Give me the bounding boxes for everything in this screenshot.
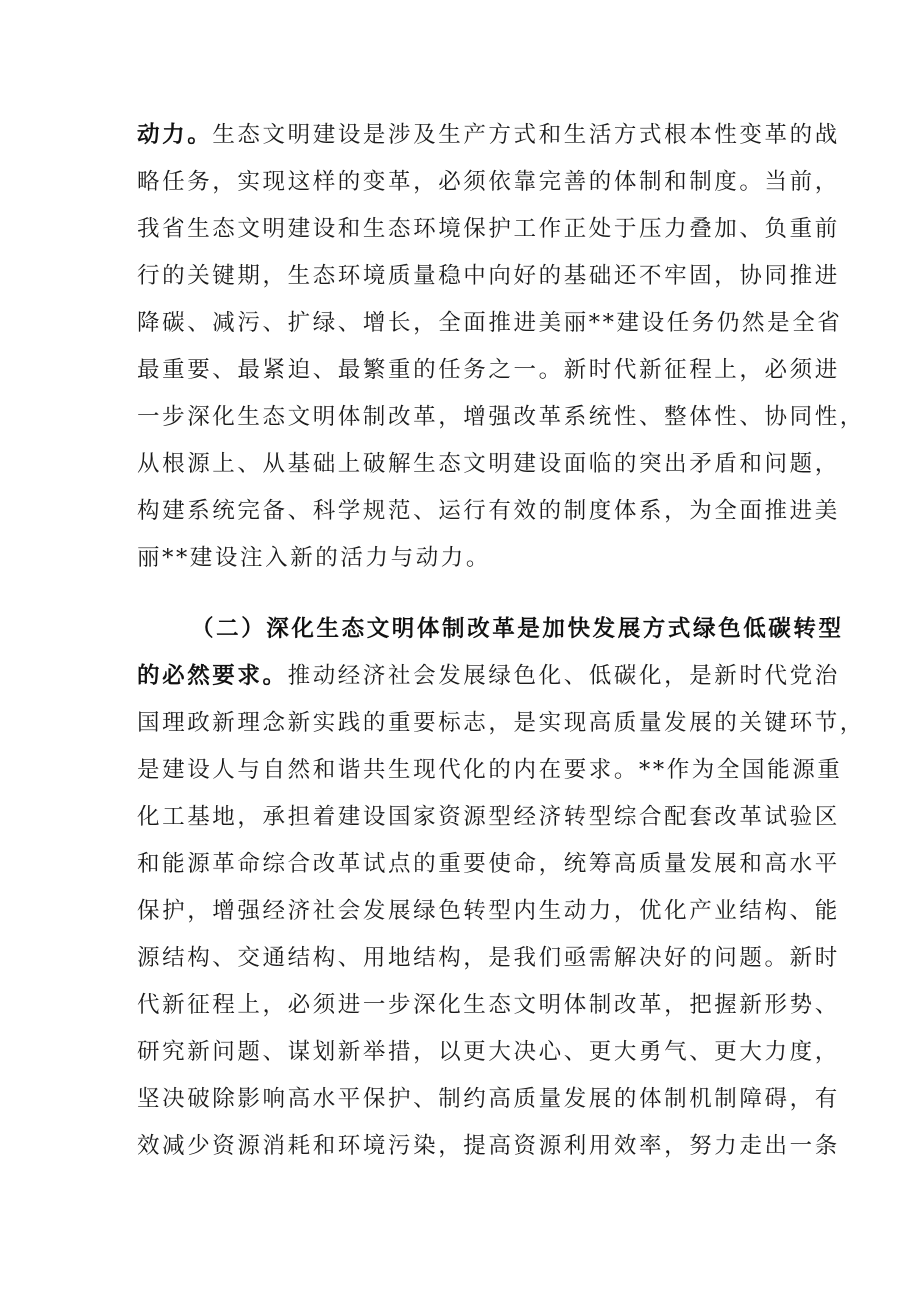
text-line: 国理政新理念新实践的重要标志，是实现高质量发展的关键环节， bbox=[137, 710, 865, 736]
text-line: 保护，增强经济社会发展绿色转型内生动力，优化产业结构、能 bbox=[137, 898, 840, 924]
text-line: 从根源上、从基础上破解生态文明建设面临的突出矛盾和问题， bbox=[137, 451, 840, 477]
text-line: 略任务，实现这样的变革，必须依靠完善的体制和制度。当前， bbox=[137, 169, 840, 195]
text-line: 我省生态文明建设和生态环境保护工作正处于压力叠加、负重前 bbox=[137, 216, 840, 242]
text-line: 动力。生态文明建设是涉及生产方式和生活方式根本性变革的战 bbox=[137, 122, 840, 148]
text-line: 和能源革命综合改革试点的重要使命，统筹高质量发展和高水平 bbox=[137, 851, 840, 877]
text-line: 一步深化生态文明体制改革，增强改革系统性、整体性、协同性， bbox=[137, 404, 865, 430]
section-heading: （二）深化生态文明体制改革是加快发展方式绿色低碳转型 bbox=[191, 616, 844, 642]
text-line: 化工基地，承担着建设国家资源型经济转型综合配套改革试验区 bbox=[137, 804, 840, 830]
text-line: 源结构、交通结构、用地结构，是我们亟需解决好的问题。新时 bbox=[137, 945, 840, 971]
text-line: 降碳、减污、扩绿、增长，全面推进美丽**建设任务仍然是全省 bbox=[137, 310, 843, 336]
text-line: 坚决破除影响高水平保护、制约高质量发展的体制机制障碍，有 bbox=[137, 1086, 840, 1112]
text-line: 最重要、最紧迫、最繁重的任务之一。新时代新征程上，必须进 bbox=[137, 357, 840, 383]
text-line: 效减少资源消耗和环境污染，提高资源利用效率，努力走出一条 bbox=[137, 1133, 840, 1159]
text-line: 的必然要求。推动经济社会发展绿色化、低碳化，是新时代党治 bbox=[137, 663, 840, 689]
text-line: 丽**建设注入新的活力与动力。 bbox=[137, 545, 492, 571]
text-line: 行的关键期，生态环境质量稳中向好的基础还不牢固，协同推进 bbox=[137, 263, 840, 289]
section-heading-end: 的必然要求。 bbox=[137, 663, 288, 689]
paragraph-1 bbox=[137, 112, 865, 582]
text-line: 构建系统完备、科学规范、运行有效的制度体系，为全面推进美 bbox=[137, 498, 840, 524]
text-line: 代新征程上，必须进一步深化生态文明体制改革，把握新形势、 bbox=[137, 992, 840, 1018]
text-line: 研究新问题、谋划新举措，以更大决心、更大勇气、更大力度， bbox=[137, 1039, 840, 1065]
text-line: 是建设人与自然和谐共生现代化的内在要求。**作为全国能源重 bbox=[137, 757, 843, 783]
paragraph-lead: 动力。 bbox=[137, 122, 213, 148]
paragraph-2 bbox=[137, 606, 865, 1170]
